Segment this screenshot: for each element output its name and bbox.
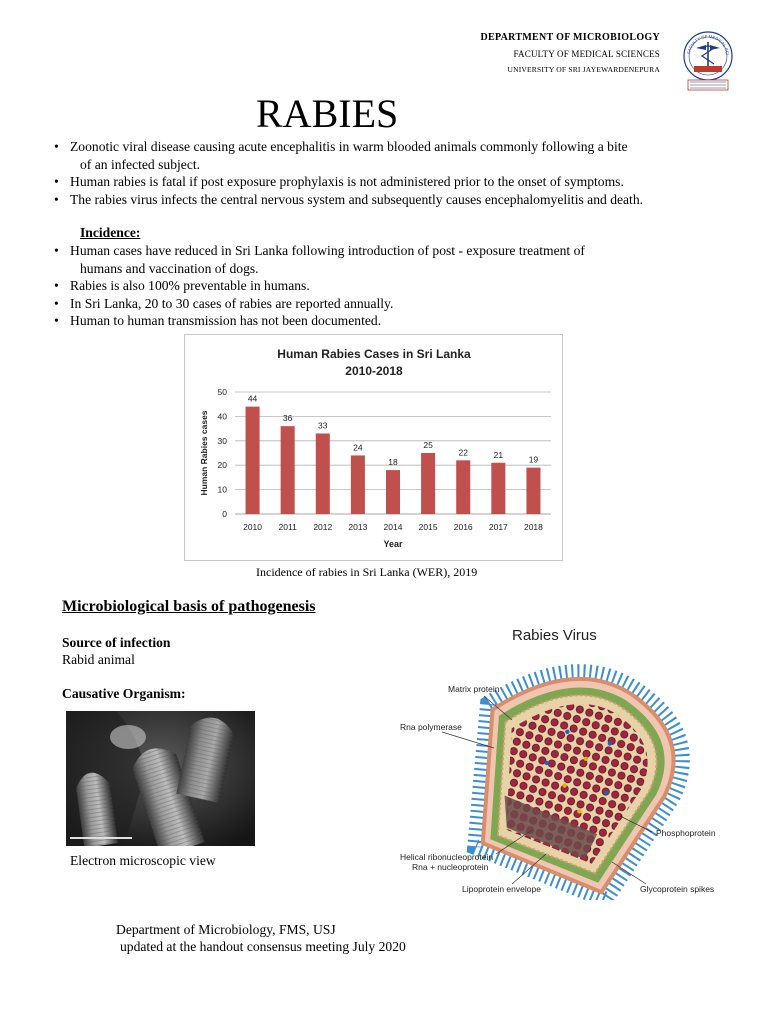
- y-tick-label: 10: [217, 484, 227, 495]
- electron-micrograph-image: [66, 711, 255, 846]
- virus-title: Rabies Virus: [512, 627, 597, 644]
- x-tick-label: 2012: [313, 522, 333, 532]
- y-tick-label: 0: [222, 509, 227, 519]
- list-item: • Human to human transmission has not been documented.: [54, 312, 734, 330]
- data-label: 44: [247, 393, 258, 404]
- pathogenesis-heading: Microbiological basis of pathogenesis: [62, 598, 316, 615]
- bar: [281, 426, 295, 514]
- list-item: • Human cases have reduced in Sri Lanka following introduction of post - exposure treatment of humans and vaccination of dogs.: [54, 242, 734, 277]
- list-item: • Human rabies is fatal if post exposure prophylaxis is not administered prior to the onset of symptoms.: [54, 173, 734, 191]
- label-matrix-protein: Matrix protein: [448, 684, 500, 694]
- data-label: 22: [458, 447, 468, 458]
- data-label: 18: [388, 457, 398, 468]
- label-phosphoprotein: Phosphoprotein: [656, 828, 716, 838]
- data-label: 25: [423, 440, 433, 450]
- x-axis-label: Year: [383, 539, 403, 549]
- intro-bullet-list: [54, 138, 734, 208]
- x-tick-label: 2017: [488, 522, 508, 532]
- bar: [386, 470, 400, 514]
- bar: [246, 407, 260, 514]
- causative-label: Causative Organism:: [62, 686, 186, 701]
- seal-text: FACULTY OF MEDICAL SCI: [686, 33, 730, 56]
- list-item: • Zoonotic viral disease causing acute encephalitis in warm blooded animals commonly following a bite of an infected subject.: [54, 138, 734, 173]
- y-tick-label: 20: [217, 460, 227, 471]
- x-tick-label: 2010: [243, 522, 263, 532]
- list-item: • Rabies is also 100% preventable in humans.: [54, 277, 734, 295]
- incidence-heading: Incidence:: [80, 225, 141, 240]
- chart-title: Human Rabies Cases in Sri Lanka: [277, 347, 471, 361]
- rabies-virus-diagram: [384, 616, 752, 900]
- y-tick-label: 50: [217, 387, 227, 397]
- chart-subtitle: 2010-2018: [345, 364, 403, 378]
- x-tick-label: 2016: [453, 522, 473, 532]
- footer-updated: updated at the handout consensus meeting July 2020: [120, 939, 406, 954]
- data-label: 24: [353, 442, 363, 453]
- data-label: 19: [528, 454, 539, 465]
- bar: [316, 433, 330, 514]
- faculty-name: FACULTY OF MEDICAL SCIENCES: [513, 49, 660, 59]
- source-label: Source of infection: [62, 635, 171, 650]
- y-tick-label: 40: [217, 411, 227, 422]
- label-rna-polymerase: Rna polymerase: [400, 722, 462, 732]
- label-rna-nucleoprotein: Rna + nucleoprotein: [412, 862, 489, 872]
- x-tick-label: 2013: [348, 522, 368, 532]
- page-title: RABIES: [256, 91, 399, 136]
- label-helical-ribonucleoprotein: Helical ribonucleoprotein: [400, 852, 494, 862]
- data-label: 33: [318, 420, 328, 431]
- chart-caption: Incidence of rabies in Sri Lanka (WER), 2019: [256, 565, 478, 579]
- data-label: 36: [282, 413, 293, 424]
- university-seal-logo: [682, 26, 734, 94]
- bar: [456, 460, 470, 514]
- bar: [421, 453, 435, 514]
- bar: [526, 468, 540, 514]
- chart-canvas: [185, 335, 564, 562]
- y-axis-label: Human Rabies cases: [199, 410, 209, 496]
- em-caption: Electron microscopic view: [70, 853, 216, 868]
- label-lipoprotein-envelope: Lipoprotein envelope: [462, 884, 541, 894]
- footer-department: Department of Microbiology, FMS, USJ: [116, 922, 336, 937]
- y-tick-label: 30: [217, 435, 227, 446]
- list-item: • In Sri Lanka, 20 to 30 cases of rabies are reported annually.: [54, 295, 734, 313]
- x-tick-label: 2014: [383, 522, 403, 532]
- x-tick-label: 2015: [418, 522, 438, 532]
- rabies-cases-chart: [184, 334, 563, 561]
- department-name: DEPARTMENT OF MICROBIOLOGY: [480, 32, 660, 43]
- x-tick-label: 2011: [278, 522, 297, 532]
- list-item: • The rabies virus infects the central nervous system and subsequently causes encephalomyelitis and death.: [54, 191, 734, 209]
- data-label: 21: [493, 449, 504, 460]
- university-name: UNIVERSITY OF SRI JAYEWARDENEPURA: [507, 65, 660, 74]
- bar: [491, 463, 505, 514]
- source-value: Rabid animal: [62, 652, 135, 667]
- bar: [351, 455, 365, 514]
- incidence-bullet-list: [54, 242, 734, 330]
- x-tick-label: 2018: [523, 522, 543, 532]
- label-glycoprotein-spikes: Glycoprotein spikes: [640, 884, 715, 894]
